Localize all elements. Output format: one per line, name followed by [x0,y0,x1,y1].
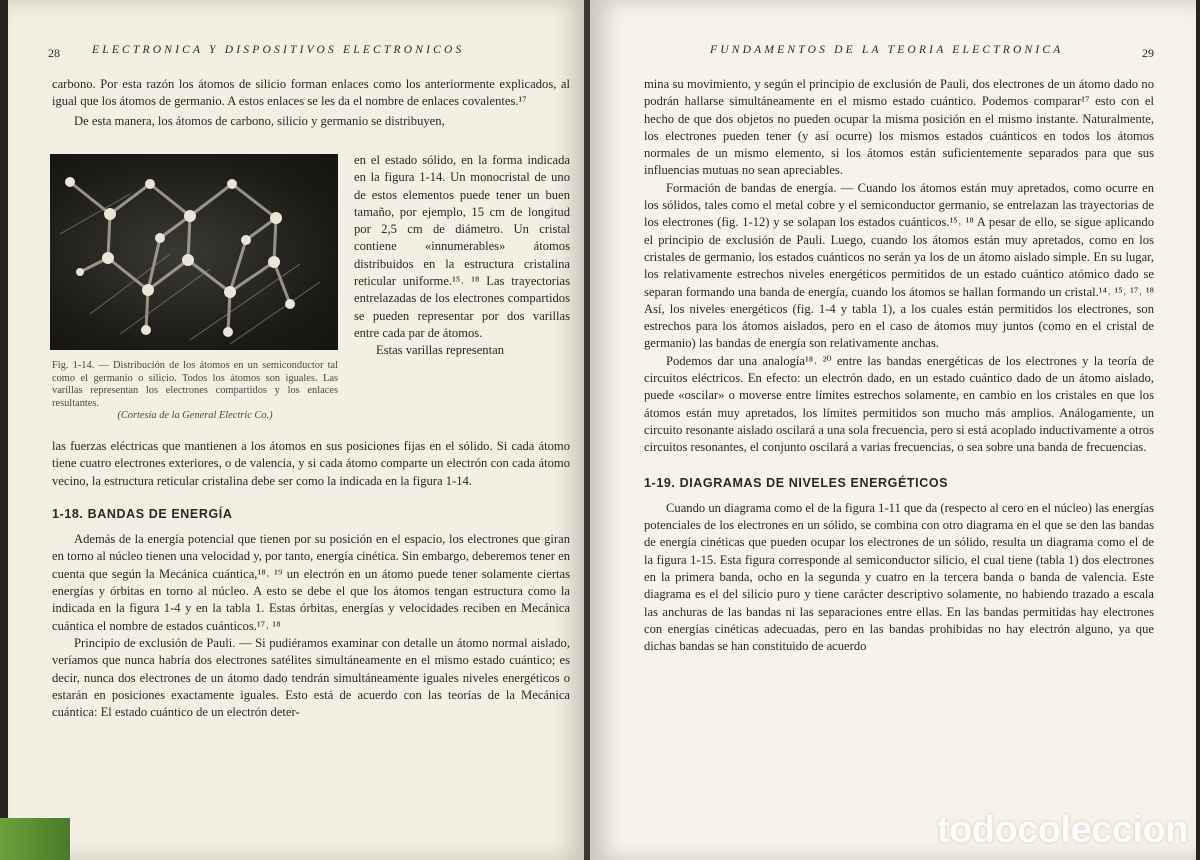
section-heading-1-18: 1-18. BANDAS DE ENERGÍA [52,506,233,521]
figure-caption-text: Fig. 1-14. — Distribución de los átomos en un semiconductor tal como el germanio o silicio. Todos los átomos son iguales. Las varillas representan los electrones compartidos y los enlaces resultantes. [52,360,338,409]
left-text-carbono: carbono. Por esta razón los átomos de silicio forman enlaces como los anteriormente explicados, al igual que los átomos de germanio. A estos enlaces se les da el nombre de enlaces covalentes.¹⁷ [52,77,570,109]
left-text-varillas: Estas varillas representan [376,343,504,358]
right-text-movimiento: mina su movimiento, y según el principio de exclusión de Pauli, dos electrones de un átomo dado no podrán hallarse simultáneamente en el mismo estado cuántico. Podemos comparar¹⁷ esto con el hecho de que dos objetos no pueden ocupar la misma posición en el mismo instante. Naturalmente, los electrones pueden tener (y así ocurre) los mismos estados cuánticos en todos los átomos normales de un mismo elemento, si los átomos están suficientemente separados para que sus influencias mutuas no sean apreciables. [644,77,1154,178]
left-text-energia-potencial: Además de la energía potencial que tienen por su posición en el espacio, los electrones que giran en torno al núcleo tienen una velocidad y, por tanto, energía cinética. Sin embargo, deberemos tener en cuenta que según la Mecánica cuántica,¹⁸˒ ¹⁹ un electrón en un átomo puede tener solamente ciertas energías y órbitas en torno al núcleo. A esto se debe el que los átomos tengan estructura como la indicada en la figura 1-4 y en la tabla 1. Estas órbitas, energías y velocidades reciben en Mecánica cuántica el nombre de estados cuánticos.¹⁷˒ ¹⁸ [52,532,570,633]
crystal-lattice-image [50,154,338,350]
left-page-number: 28 [48,46,60,60]
figure-caption-credit: (Cortesía de la General Electric Co.) [117,410,273,422]
section-heading-1-19: 1-19. DIAGRAMAS DE NIVELES ENERGÉTICOS [644,475,949,490]
crystal-lattice-photo [50,154,338,350]
left-paragraph-top [52,76,570,130]
right-page [590,0,1196,860]
left-text-distribucion: De esta manera, los átomos de carbono, silicio y germanio se distribuyen, [74,113,445,128]
background-corner [0,818,70,860]
left-page [8,0,586,860]
left-wrapped-column [354,152,570,360]
right-text-diagrama: Cuando un diagrama como el de la figura 1-11 que da (respecto al cero en el núcleo) las energías potenciales de los electrones en un sólido, se combina con otro diagrama en el que se den las bandas de energía cinéticas que pueden ocupar los electrones de un sólido, resulta un diagrama como el de la figura 1-15. Esta figura corresponde al semiconductor silicio, el cual tiene (tabla 1) dos electrones en la primera banda, ocho en la segunda y cuatro en la tercera banda o banda de valencia. Este diagrama es el del silicio puro y tiene carácter descriptivo solamente, no habiendo trazado a escala las anchuras de las bandas ni las separaciones entre ellas. En las bandas permitidas hay electrones con energías cinéticas adecuadas, pero en las bandas prohibidas no hay electrón alguno, ya que dichas bandas se han constituido de acuerdo [644,500,1154,654]
right-text-formacion-bandas: Formación de bandas de energía. — Cuando los átomos están muy apretados, como ocurre en los sólidos, tales como el metal cobre y el semiconductor germanio, se entrelazan las trayectorias de los electrones (fig. 1-12) y se solapan los estados cuánticos.¹⁵˒ ¹⁸ A pesar de ello, se sigue aplicando el principio de exclusión de Pauli. Luego, cuando los átomos están muy apretados, como en los cristales de germanio, los estados cuánticos no serán ya los de un átomo aislado simple. En su lugar, los relativamente estrechos niveles energéticos permitidos de un estado cuántico atómico dado se separan formando una banda de energía, cuando los átomos se hallan formando un cristal.¹⁴˒ ¹⁵˒ ¹⁷˒ ¹⁸ Así, los niveles energéticos (fig. 1-4 y tabla 1), a los cuales están permitidos los electrones, son estrechos para los átomos aislados, pero en el caso de átomos muy juntos (como en el cristal de germanio) las bandas de energía son relativamente anchas. [644,180,1154,351]
right-text-analogia: Podemos dar una analogía¹⁸˒ ²⁰ entre las bandas energéticas de los electrones y la teoría de circuitos eléctricos. En efecto: un electrón dado, en un estado cuántico dado de un átomo aislado, puede «oscilar» o moverse entre límites estrechos solamente, en cambio en los cristales en que los átomos están muy apretados, los límites permitidos son mucho más amplios. Análogamente, un circuito resonante aislado oscilará a una sola frecuencia, pero si está acoplado inductivamente a otros circuitos resonantes, el conjunto oscilará a varias frecuencias, o sea sobre una banda de frecuencias. [644,353,1154,455]
right-page-number: 29 [1142,46,1154,60]
watermark-logo: todocoleccion [936,809,1188,851]
left-text-monocristal: en el estado sólido, en la forma indicada en la figura 1-14. Un monocristal de uno de estos elementos puede tener un buen tamaño, por ejemplo, 15 cm de longitud por 2,5 cm de diámetro. Un cristal contiene «innumerables» átomos distribuidos en la estructura cristalina reticular uniforme.¹⁵˒ ¹⁸ Las trayectorias entrelazadas de los electrones compartidos se pueden representar por dos varillas entre cada par de átomos. [354,153,570,340]
right-running-header: FUNDAMENTOS DE LA TEORIA ELECTRONICA [710,44,1064,56]
left-lower-column [52,438,570,721]
left-text-fuerzas: las fuerzas eléctricas que mantienen a los átomos en sus posiciones fijas en el sólido. Si cada átomo tiene cuatro electrones exteriores, o de valencia, y si cada átomo comparte un electrón con cada átomo vecino, la estructura reticular cristalina debe ser como la indicada en la figura 1-14. [52,439,570,488]
figure-caption [52,360,338,423]
left-running-header: ELECTRONICA Y DISPOSITIVOS ELECTRONICOS [92,44,465,56]
left-text-pauli: Principio de exclusión de Pauli. — Si pudiéramos examinar con detalle un átomo normal aislado, veríamos que nunca habría dos electrones satélites simultáneamente en el mismo estado cuántico; es decir, nunca dos electrones de un átomo dado tendrán simultáneamente iguales niveles energéticos o estarán en posiciones exactamente iguales. Esto está de acuerdo con las teorías de la Mecánica cuántica: El estado cuántico de un electrón deter- [52,635,570,720]
right-text-column [644,76,1154,656]
